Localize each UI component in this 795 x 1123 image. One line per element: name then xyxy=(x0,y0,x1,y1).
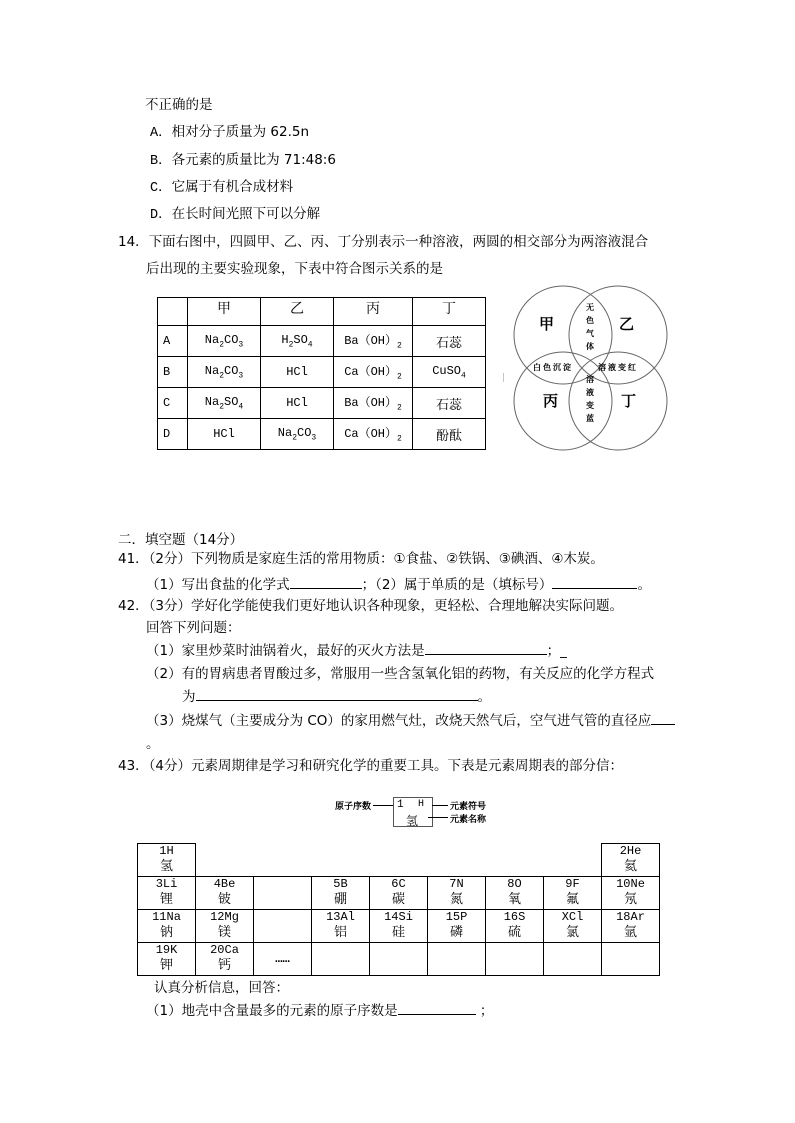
answer-blank[interactable] xyxy=(651,712,675,725)
q42-stem: 42．（3分）学好化学能使我们更好地认识各种现象，更轻松、合理地解决实际问题。 xyxy=(118,598,624,614)
element-cell: 14Si 硅 xyxy=(370,910,428,943)
q41-sub1: （1）写出食盐的化学式 ；（2）属于单质的是（填标号） 。 xyxy=(146,577,651,593)
empty-cell xyxy=(254,877,312,910)
legend-symbol-label: 元素符号 xyxy=(450,802,487,812)
venn-right-intersection: 溶液变红 xyxy=(598,363,638,372)
q42-sub2: （2）有的胃病患者胃酸过多，常服用一些含氢氧化铝的药物，有关反应的化学方程式 xyxy=(146,666,655,682)
legend-atomic-number-label: 原子序数 xyxy=(335,802,372,812)
q14-options-table xyxy=(157,297,486,450)
table-row xyxy=(158,326,486,357)
table-row xyxy=(158,388,486,419)
cell-ding: 石蕊 xyxy=(413,326,486,357)
element-cell: 19K 钾 xyxy=(138,943,196,976)
table-row xyxy=(138,877,660,910)
element-cell: 10Ne 氖 xyxy=(602,877,660,910)
q41-stem: 41．（2分）下列物质是家庭生活的常用物质：①食盐、②铁锅、③碘酒、④木炭。 xyxy=(118,551,604,567)
q42-sub2-cont: 为 。 xyxy=(182,689,491,705)
element-cell: 5B 硼 xyxy=(312,877,370,910)
cell-ding: 酚酞 xyxy=(413,419,486,450)
row-label: B xyxy=(158,357,188,388)
header-cell: 乙 xyxy=(261,298,334,326)
element-cell: 6C 碳 xyxy=(370,877,428,910)
q42-sub3: （3）烧煤气（主要成分为 CO）的家用燃气灶，改烧天然气后，空气进气管的直径应 xyxy=(146,712,675,729)
section-title: 二．填空题（14分） xyxy=(118,532,244,548)
cell-bing: $Ba(OH)_2$ xyxy=(334,388,413,419)
empty-cell xyxy=(602,943,660,976)
cell-bing: $Ba(OH)_2$ xyxy=(334,326,413,357)
legend-connector xyxy=(428,817,448,818)
cell-ding: 石蕊 xyxy=(413,388,486,419)
q13-option-b: B．各元素的质量比为 71:48:6 xyxy=(150,152,336,169)
element-cell: 20Ca 钙 xyxy=(196,943,254,976)
table-header-row xyxy=(158,298,486,326)
table-row xyxy=(158,419,486,450)
ellipsis-cell: …… xyxy=(254,943,312,976)
cell-ding: CuSO$_4$ xyxy=(413,357,486,388)
legend-connector xyxy=(432,805,448,806)
venn-label-yi: 乙 xyxy=(619,315,635,333)
q13-option-d: D．在长时间光照下可以分解 xyxy=(150,206,321,223)
cell-jia: $Na_2CO_3$ xyxy=(188,326,261,357)
answer-blank[interactable] xyxy=(196,688,478,701)
empty-cell xyxy=(544,943,602,976)
q43-analysis: 认真分析信息，回答： xyxy=(154,980,289,996)
q14-stem-line1: 14．下面右图中，四圆甲、乙、丙、丁分别表示一种溶液，两圆的相交部分为两溶液混合 xyxy=(118,234,649,250)
element-cell: 8O 氧 xyxy=(486,877,544,910)
cell-yi: $H_2SO_4$ xyxy=(261,326,334,357)
q42-prompt: 回答下列问题： xyxy=(146,620,241,636)
header-cell xyxy=(158,298,188,326)
element-cell: 12Mg 镁 xyxy=(196,910,254,943)
venn-left-intersection: 白色沉淀 xyxy=(533,363,573,372)
venn-top-intersection: 无色气体 xyxy=(586,303,594,351)
header-cell: 丙 xyxy=(334,298,413,326)
row-label: C xyxy=(158,388,188,419)
answer-blank[interactable] xyxy=(425,642,547,655)
cell-bing: $Ca(OH)_2$ xyxy=(334,419,413,450)
cell-yi: HCl xyxy=(261,357,334,388)
empty-cell xyxy=(254,910,312,943)
header-cell: 丁 xyxy=(413,298,486,326)
element-cell: 9F 氟 xyxy=(544,877,602,910)
cell-yi: HCl xyxy=(261,388,334,419)
element-cell: 3Li 锂 xyxy=(138,877,196,910)
element-cell-legend xyxy=(335,795,505,830)
legend-name-label: 元素名称 xyxy=(450,815,487,825)
empty-cell xyxy=(312,943,370,976)
element-cell: 2He 氦 xyxy=(602,844,660,877)
header-cell: 甲 xyxy=(188,298,261,326)
venn-label-jia: 甲 xyxy=(539,315,555,333)
table-row xyxy=(138,844,660,877)
venn-label-bing: 丙 xyxy=(543,392,559,410)
venn-diagram xyxy=(503,285,673,455)
empty-cell xyxy=(370,943,428,976)
venn-bottom-intersection: 溶液变蓝 xyxy=(586,375,594,423)
venn-label-ding: 丁 xyxy=(621,392,637,410)
element-cell: XCl 氯 xyxy=(544,910,602,943)
element-cell: 18Ar 氩 xyxy=(602,910,660,943)
legend-connector xyxy=(373,805,393,806)
element-cell: 16S 硫 xyxy=(486,910,544,943)
answer-blank[interactable] xyxy=(290,576,362,589)
empty-cell xyxy=(486,943,544,976)
empty-cell xyxy=(428,943,486,976)
q14-stem-line2: 后出现的主要实验现象，下表中符合图示关系的是 xyxy=(146,261,443,277)
q13-option-c: C．它属于有机合成材料 xyxy=(150,179,294,196)
q13-option-a: A．相对分子质量为 62.5n xyxy=(150,124,310,141)
answer-blank[interactable] xyxy=(398,1002,476,1015)
q42-sub3-end: 。 xyxy=(146,736,160,752)
q42-sub1: （1）家里炒菜时油锅着火，最好的灭火方法是 ；_ xyxy=(146,643,567,659)
table-row xyxy=(138,943,660,976)
table-row xyxy=(138,910,660,943)
q43-sub1: （1）地壳中含量最多的元素的原子序数是 ； xyxy=(146,1003,494,1019)
element-cell: 11Na 钠 xyxy=(138,910,196,943)
element-cell: 7N 氮 xyxy=(428,877,486,910)
q43-stem: 43．（4分）元素周期律是学习和研究化学的重要工具。下表是元素周期表的部分信： xyxy=(118,758,624,774)
row-label: A xyxy=(158,326,188,357)
legend-sample-cell: 1 H 氢 xyxy=(393,797,433,827)
cell-jia: HCl xyxy=(188,419,261,450)
cell-jia: $Na_2CO_3$ xyxy=(188,357,261,388)
element-cell: 4Be 铍 xyxy=(196,877,254,910)
cell-jia: $Na_2SO_4$ xyxy=(188,388,261,419)
answer-blank[interactable] xyxy=(552,576,637,589)
periodic-table xyxy=(137,843,660,976)
cell-bing: $Ca(OH)_2$ xyxy=(334,357,413,388)
element-cell: 1H 氢 xyxy=(138,844,196,877)
row-label: D xyxy=(158,419,188,450)
element-cell: 15P 磷 xyxy=(428,910,486,943)
table-row xyxy=(158,357,486,388)
q13-stem-tail: 不正确的是 xyxy=(145,97,213,113)
element-cell: 13Al 铝 xyxy=(312,910,370,943)
cell-yi: $Na_2CO_3$ xyxy=(261,419,334,450)
